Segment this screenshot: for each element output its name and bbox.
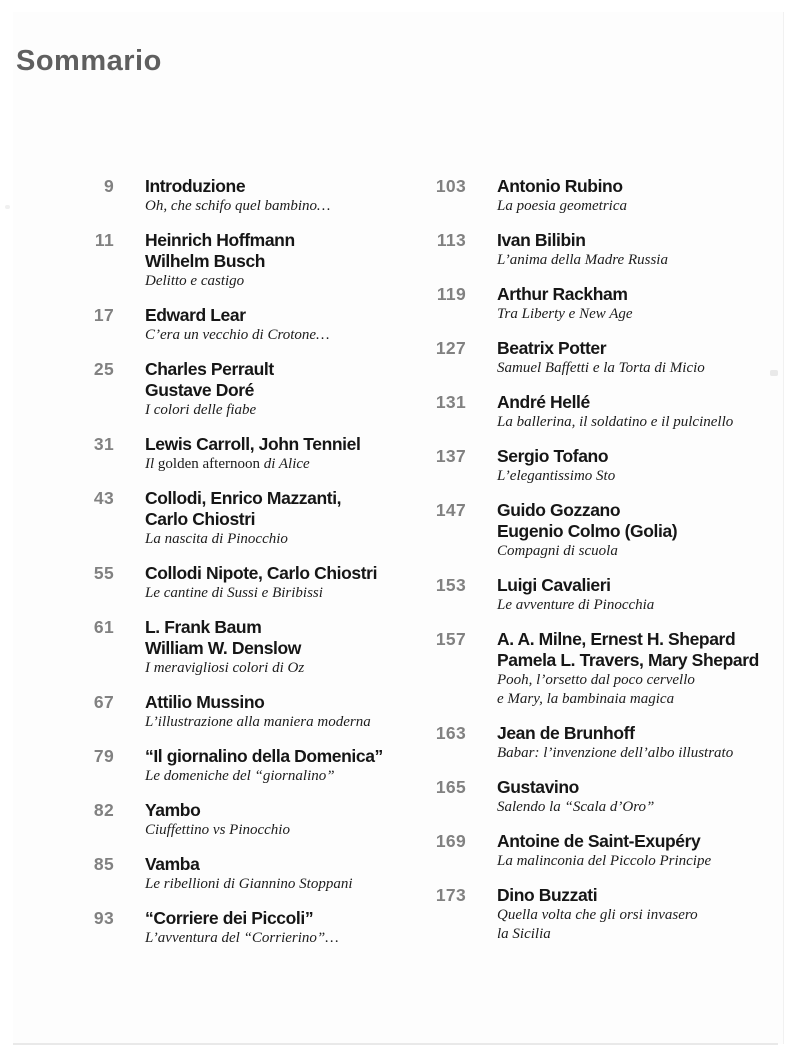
toc-entry xyxy=(66,359,418,420)
entry-title: “Il giornalino della Domenica” xyxy=(145,746,383,766)
entry-subtitle xyxy=(497,467,790,486)
entry-subtitle xyxy=(497,671,790,690)
page-number: 169 xyxy=(435,831,466,851)
entry-subtitle xyxy=(145,272,418,291)
entry-title: Jean de Brunhoff xyxy=(497,723,635,743)
toc-entry xyxy=(66,746,418,786)
entry-title: Carlo Chiostri xyxy=(145,509,256,529)
entry-title: Sergio Tofano xyxy=(497,446,609,466)
subtitle-segment: Ciuffettino vs Pinocchio xyxy=(145,822,290,838)
entry-subtitle xyxy=(497,744,790,763)
toc-entry xyxy=(418,500,790,561)
entry-title: Lewis Carroll, John Tenniel xyxy=(145,434,361,454)
entry-text xyxy=(497,392,790,432)
entry-text xyxy=(497,629,790,709)
toc-entry xyxy=(66,800,418,840)
subtitle-segment: Salendo la “Scala d’Oro” xyxy=(497,799,655,815)
subtitle-segment: La poesia geometrica xyxy=(497,198,627,214)
entry-text xyxy=(145,434,418,474)
entry-title: Charles Perrault xyxy=(145,359,274,379)
entry-title: Eugenio Colmo (Golia) xyxy=(497,521,678,541)
page-number: 165 xyxy=(435,777,466,797)
entry-title: Yambo xyxy=(145,800,201,820)
entry-text xyxy=(145,746,418,786)
entry-title: Gustave Doré xyxy=(145,380,254,400)
subtitle-segment: e Mary, la bambinaia magica xyxy=(497,691,675,707)
entry-text xyxy=(145,617,418,678)
subtitle-segment: Le ribellioni di Giannino Stoppani xyxy=(145,876,353,892)
page-number: 79 xyxy=(93,746,114,766)
subtitle-segment: L’avventura del “Corrierino”… xyxy=(145,930,339,946)
toc-entry xyxy=(418,831,790,871)
subtitle-segment: Delitto e castigo xyxy=(145,273,245,289)
page-number: 82 xyxy=(93,800,114,820)
entry-title: Introduzione xyxy=(145,176,246,196)
subtitle-segment: L’elegantissimo Sto xyxy=(497,468,616,484)
entry-subtitle xyxy=(497,852,790,871)
entry-subtitle xyxy=(145,875,418,894)
toc-entry xyxy=(418,575,790,615)
page-number: 55 xyxy=(93,563,114,583)
page-number: 85 xyxy=(93,854,114,874)
entry-subtitle xyxy=(497,906,790,925)
entry-text xyxy=(497,777,790,817)
entry-subtitle xyxy=(497,359,790,378)
entry-title: Dino Buzzati xyxy=(497,885,598,905)
page-number: 147 xyxy=(435,500,466,520)
entry-subtitle xyxy=(497,413,790,432)
entry-subtitle xyxy=(145,326,418,345)
entry-title: Gustavino xyxy=(497,777,579,797)
subtitle-segment: Tra Liberty e New Age xyxy=(497,306,633,322)
entry-title: Collodi Nipote, Carlo Chiostri xyxy=(145,563,378,583)
entry-subtitle xyxy=(497,596,790,615)
entry-subtitle xyxy=(497,251,790,270)
entry-subtitle xyxy=(145,929,418,948)
entry-title: Heinrich Hoffmann xyxy=(145,230,295,250)
toc-column-left xyxy=(66,176,418,962)
toc-entry xyxy=(418,338,790,378)
entry-title: Collodi, Enrico Mazzanti, xyxy=(145,488,342,508)
subtitle-segment: I colori delle fiabe xyxy=(145,402,257,418)
entry-title: André Hellé xyxy=(497,392,590,412)
toc-entry xyxy=(418,446,790,486)
subtitle-segment: I meravigliosi colori di Oz xyxy=(145,660,305,676)
entry-title: William W. Denslow xyxy=(145,638,301,658)
toc-entry xyxy=(418,230,790,270)
entry-subtitle xyxy=(497,305,790,324)
scan-artifact xyxy=(5,205,10,209)
page-number: 93 xyxy=(93,908,114,928)
toc-entry xyxy=(418,284,790,324)
toc-entry xyxy=(418,629,790,709)
entry-title: Luigi Cavalieri xyxy=(497,575,611,595)
entry-title: Antonio Rubino xyxy=(497,176,623,196)
toc-entry xyxy=(66,434,418,474)
subtitle-segment: Le avventure di Pinocchia xyxy=(497,597,655,613)
entry-text xyxy=(497,723,790,763)
entry-subtitle xyxy=(497,798,790,817)
entry-text xyxy=(145,305,418,345)
page-number: 157 xyxy=(435,629,466,649)
entry-text xyxy=(497,885,790,944)
subtitle-segment: la Sicilia xyxy=(497,926,551,942)
entry-title: Attilio Mussino xyxy=(145,692,265,712)
subtitle-segment: C’era un vecchio di Crotone… xyxy=(145,327,330,343)
entry-title: Wilhelm Busch xyxy=(145,251,266,271)
page-number: 127 xyxy=(435,338,466,358)
toc-entry xyxy=(418,176,790,216)
entry-text xyxy=(145,563,418,603)
toc-entry xyxy=(418,885,790,944)
entry-title: Vamba xyxy=(145,854,200,874)
entry-text xyxy=(497,575,790,615)
page-number: 11 xyxy=(94,230,114,250)
entry-text xyxy=(497,500,790,561)
page-number: 119 xyxy=(436,284,466,304)
toc-entry xyxy=(66,617,418,678)
entry-title: Beatrix Potter xyxy=(497,338,607,358)
page-number: 43 xyxy=(93,488,114,508)
entry-text xyxy=(497,230,790,270)
entry-subtitle xyxy=(145,821,418,840)
page-title: Sommario xyxy=(16,45,162,78)
page-number: 153 xyxy=(435,575,466,595)
page-number: 67 xyxy=(93,692,114,712)
toc-entry xyxy=(66,488,418,549)
entry-text xyxy=(497,338,790,378)
subtitle-segment: Le domeniche del “giornalino” xyxy=(145,768,335,784)
entry-subtitle xyxy=(497,542,790,561)
entry-text xyxy=(497,446,790,486)
toc-entry xyxy=(66,176,418,216)
page-number: 61 xyxy=(93,617,114,637)
subtitle-segment: L’anima della Madre Russia xyxy=(497,252,668,268)
entry-subtitle xyxy=(145,713,418,732)
toc-entry xyxy=(418,777,790,817)
entry-text xyxy=(145,800,418,840)
subtitle-segment: Babar: l’invenzione dell’albo illustrato xyxy=(497,745,734,761)
subtitle-segment: Oh, che schifo quel bambino… xyxy=(145,198,331,214)
subtitle-segment: di Alice xyxy=(259,456,310,472)
entry-title: “Corriere dei Piccoli” xyxy=(145,908,314,928)
subtitle-segment: Quella volta che gli orsi invasero xyxy=(497,907,698,923)
entry-subtitle xyxy=(145,767,418,786)
page-number: 9 xyxy=(103,176,114,196)
page-number: 103 xyxy=(435,176,466,196)
page-number: 17 xyxy=(93,305,114,325)
page-number: 137 xyxy=(435,446,466,466)
entry-subtitle xyxy=(497,197,790,216)
toc-entry xyxy=(66,230,418,291)
entry-subtitle xyxy=(145,455,418,474)
toc-entry xyxy=(66,854,418,894)
toc-entry xyxy=(66,305,418,345)
toc-column-right xyxy=(418,176,790,958)
subtitle-segment: golden afternoon xyxy=(157,456,260,472)
toc-entry xyxy=(418,723,790,763)
entry-title: Edward Lear xyxy=(145,305,246,325)
subtitle-segment: Le cantine di Sussi e Biribissi xyxy=(145,585,323,601)
page-number: 113 xyxy=(436,230,466,250)
entry-subtitle xyxy=(145,197,418,216)
subtitle-segment: La malinconia del Piccolo Principe xyxy=(497,853,712,869)
entry-title: Guido Gozzano xyxy=(497,500,621,520)
entry-text xyxy=(145,230,418,291)
entry-subtitle xyxy=(145,659,418,678)
subtitle-segment: Il xyxy=(145,456,158,472)
entry-title: A. A. Milne, Ernest H. Shepard xyxy=(497,629,736,649)
page-number: 131 xyxy=(435,392,466,412)
entry-subtitle xyxy=(145,530,418,549)
entry-text xyxy=(145,692,418,732)
entry-text xyxy=(145,488,418,549)
entry-subtitle xyxy=(497,925,790,944)
entry-text xyxy=(145,908,418,948)
subtitle-segment: La nascita di Pinocchio xyxy=(145,531,288,547)
entry-title: Antoine de Saint-Exupéry xyxy=(497,831,701,851)
entry-text xyxy=(145,176,418,216)
entry-title: Ivan Bilibin xyxy=(497,230,586,250)
page-number: 173 xyxy=(435,885,466,905)
page-number: 163 xyxy=(435,723,466,743)
entry-title: L. Frank Baum xyxy=(145,617,262,637)
entry-title: Pamela L. Travers, Mary Shepard xyxy=(497,650,759,670)
toc-entry xyxy=(66,908,418,948)
subtitle-segment: L’illustrazione alla maniera moderna xyxy=(145,714,371,730)
toc-entry xyxy=(418,392,790,432)
subtitle-segment: Samuel Baffetti e la Torta di Micio xyxy=(497,360,705,376)
entry-text xyxy=(145,854,418,894)
page-number: 31 xyxy=(93,434,114,454)
page-bottom-edge xyxy=(13,1043,778,1045)
entry-subtitle xyxy=(145,401,418,420)
subtitle-segment: Compagni di scuola xyxy=(497,543,618,559)
subtitle-segment: La ballerina, il soldatino e il pulcinello xyxy=(497,414,734,430)
entry-text xyxy=(497,284,790,324)
toc-entry xyxy=(66,692,418,732)
entry-text xyxy=(497,176,790,216)
subtitle-segment: Pooh, l’orsetto dal poco cervello xyxy=(497,672,695,688)
entry-title: Arthur Rackham xyxy=(497,284,628,304)
entry-subtitle xyxy=(145,584,418,603)
entry-subtitle xyxy=(497,690,790,709)
entry-text xyxy=(145,359,418,420)
toc-entry xyxy=(66,563,418,603)
entry-text xyxy=(497,831,790,871)
page-number: 25 xyxy=(93,359,114,379)
